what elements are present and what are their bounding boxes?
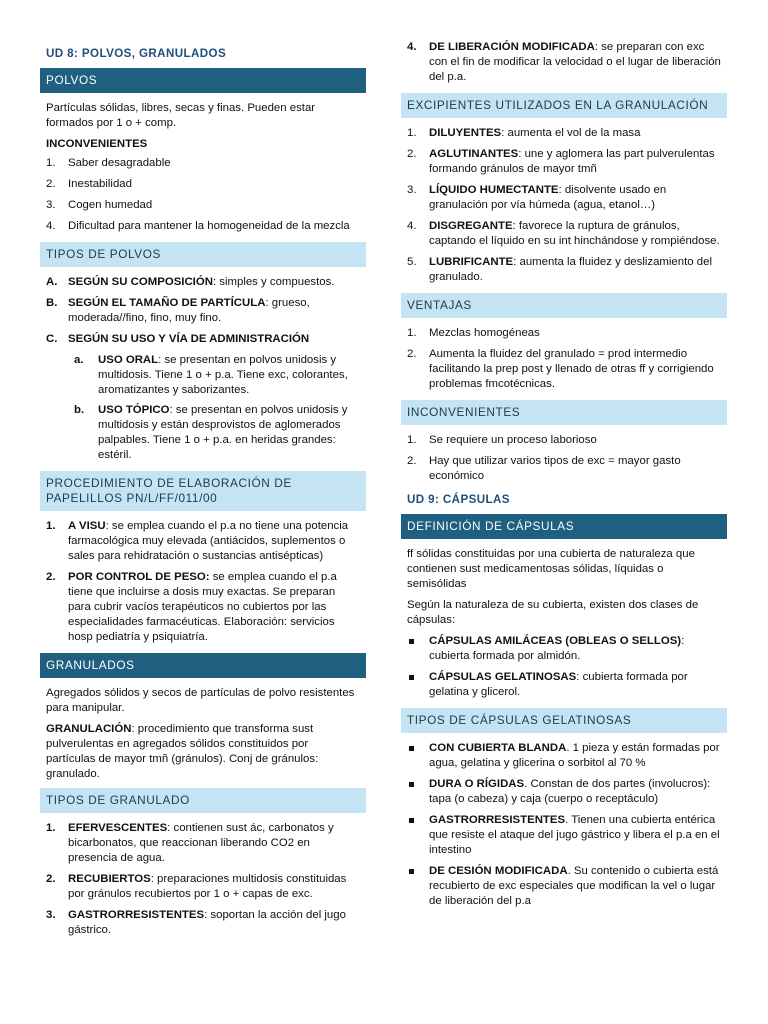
ud9-title: UD 9: CÁPSULAS bbox=[407, 493, 510, 506]
list-item: 2. AGLUTINANTES: une y aglomera las part pulverulentas formando gránulos de mayor tmñ bbox=[407, 148, 715, 175]
list-item: CÁPSULAS GELATINOSAS: cubierta formada por gelatina y glicerol. bbox=[407, 670, 721, 700]
tipos-granulado-continued bbox=[401, 40, 727, 85]
inconvenientes-list bbox=[401, 433, 727, 484]
tipos-polvos-header: TIPOS DE POLVOS bbox=[40, 242, 366, 267]
tipos-polvos-list bbox=[40, 275, 366, 463]
list-item: 3. LÍQUIDO HUMECTANTE: disolvente usado en granulación por vía húmeda (agua, etanol…) bbox=[407, 184, 667, 211]
tipos-capsulas-list bbox=[401, 741, 727, 909]
inconvenientes-header: INCONVENIENTES bbox=[401, 400, 727, 425]
list-item: 1. A VISU: se emplea cuando el p.a no tiene una potencia farmacológica muy elevada (antiácidos, suplementos o sales para rehidratación o sustancias antisépticas) bbox=[46, 520, 349, 562]
polvos-header: POLVOS bbox=[40, 68, 366, 93]
list-item: CON CUBIERTA BLANDA. 1 pieza y están formadas por agua, gelatina y glicerina o sorbitol al 70 % bbox=[407, 741, 721, 771]
tipos-granulado-header: TIPOS DE GRANULADO bbox=[40, 788, 366, 813]
square-bullet-icon bbox=[407, 634, 429, 664]
list-item: 3. Cogen humedad bbox=[46, 199, 153, 211]
square-bullet-icon bbox=[407, 813, 429, 858]
sub-list-item: b. USO TÓPICO: se presentan en polvos unidosis y multidosis y están desprovistos de aglomerados palpables. Tiene 1 o + p.a. en heridas grandes: estéril. bbox=[74, 404, 348, 461]
square-bullet-icon bbox=[407, 864, 429, 909]
list-item: CÁPSULAS AMILÁCEAS (OBLEAS O SELLOS): cubierta formada por almidón. bbox=[407, 634, 721, 664]
list-item: 2. Hay que utilizar varios tipos de exc = mayor gasto económico bbox=[407, 455, 681, 482]
list-item: 2. POR CONTROL DE PESO: se emplea cuando el p.a tiene que incluirse a dosis muy exactas. Se preparan para cubrir vacíos terapéuticos no cubiertos por las especialidades farmacéuticas. Elaboración: servicios hosp pediatría y psiquiatría. bbox=[46, 571, 337, 643]
right-column bbox=[401, 40, 727, 917]
list-item: DE CESIÓN MODIFICADA. Su contenido o cubierta está recubierto de exc especiales que modifican la vel o lugar de liberación del p.a bbox=[407, 864, 721, 909]
ventajas-header: VENTAJAS bbox=[401, 293, 727, 318]
sub-list-item: a. USO ORAL: se presentan en polvos unidosis y multidosis. Tiene 1 o + p.a. Tiene exc, colorantes, aromatizantes y saborizantes. bbox=[74, 354, 348, 396]
procedimiento-list bbox=[40, 519, 366, 645]
granulados-intro: Agregados sólidos y secos de partículas de polvo resistentes para manipular. bbox=[46, 687, 355, 714]
granulacion-definition: GRANULACIÓN: procedimiento que transforma sust pulverulentas en agregados sólidos constituidos por partículas de mayor tmñ (gránulos). Conj de gránulos: granulado. bbox=[46, 723, 319, 780]
excipientes-header: EXCIPIENTES UTILIZADOS EN LA GRANULACIÓN bbox=[401, 93, 727, 118]
left-column bbox=[40, 46, 366, 946]
list-item: 5. LUBRIFICANTE: aumenta la fluidez y deslizamiento del granulado. bbox=[407, 256, 712, 283]
tipos-capsulas-header: TIPOS DE CÁPSULAS GELATINOSAS bbox=[401, 708, 727, 733]
polvos-inconvenientes-label: INCONVENIENTES bbox=[46, 138, 148, 150]
list-item: GASTRORRESISTENTES. Tienen una cubierta entérica que resiste el ataque del jugo gástrico y libera el p.a en el intestino bbox=[407, 813, 721, 858]
square-bullet-icon bbox=[407, 670, 429, 700]
list-item: B. SEGÚN EL TAMAÑO DE PARTÍCULA: grueso, moderada//fino, fino, muy fino. bbox=[46, 297, 310, 324]
list-item: A. SEGÚN SU COMPOSICIÓN: simples y compuestos. bbox=[46, 276, 335, 288]
ud8-title: UD 8: POLVOS, GRANULADOS bbox=[46, 47, 227, 60]
clases-list bbox=[401, 634, 727, 700]
square-bullet-icon bbox=[407, 741, 429, 771]
list-item: 2. RECUBIERTOS: preparaciones multidosis constituidas por gránulos recubiertos por 1 o + capas de exc. bbox=[46, 873, 347, 900]
list-item: 4. DE LIBERACIÓN MODIFICADA: se preparan con exc con el fin de modificar la velocidad o el lugar de liberación del p.a. bbox=[407, 41, 721, 83]
polvos-intro: Partículas sólidas, libres, secas y finas. Pueden estar formados por 1 o + comp. bbox=[46, 102, 316, 129]
definicion-header: DEFINICIÓN DE CÁPSULAS bbox=[401, 514, 727, 539]
square-bullet-icon bbox=[407, 777, 429, 807]
list-item: 1. DILUYENTES: aumenta el vol de la masa bbox=[407, 127, 641, 139]
list-item: 1. Se requiere un proceso laborioso bbox=[407, 434, 597, 446]
clases-text: Según la naturaleza de su cubierta, existen dos clases de cápsulas: bbox=[407, 599, 699, 626]
list-item: DURA O RÍGIDAS. Constan de dos partes (involucros): tapa (o cabeza) y caja (cuerpo o receptáculo) bbox=[407, 777, 721, 807]
excipientes-list bbox=[401, 126, 727, 285]
list-item: C. SEGÚN SU USO Y VÍA DE ADMINISTRACIÓN bbox=[46, 333, 310, 345]
polvos-inconvenientes-list bbox=[40, 156, 366, 234]
ventajas-list bbox=[401, 326, 727, 392]
procedimiento-header: PROCEDIMIENTO DE ELABORACIÓN DE PAPELILLOS PN/L/FF/011/00 bbox=[40, 471, 366, 511]
list-item: 4. DISGREGANTE: favorece la ruptura de gránulos, captando el líquido en su int hinchándose y rompiéndose. bbox=[407, 220, 720, 247]
list-item: 4. Dificultad para mantener la homogeneidad de la mezcla bbox=[46, 220, 350, 232]
definicion-text: ff sólidas constituidas por una cubierta de naturaleza que contienen sust medicamentosas sólidas, líquidas o semisólidas bbox=[407, 548, 695, 590]
list-item: 2. Aumenta la fluidez del granulado = prod intermedio facilitando la prep post y llenado de otras ff y corrigiendo problemas fmcotécnicas. bbox=[407, 348, 714, 390]
list-item: 3. GASTRORRESISTENTES: soportan la acción del jugo gástrico. bbox=[46, 909, 346, 936]
granulados-header: GRANULADOS bbox=[40, 653, 366, 678]
list-item: 1. Mezclas homogéneas bbox=[407, 327, 540, 339]
tipos-granulado-list bbox=[40, 821, 366, 938]
list-item: 1. Saber desagradable bbox=[46, 157, 171, 169]
list-item: 1. EFERVESCENTES: contienen sust ác, carbonatos y bicarbonatos, que reaccionan liberando CO2 en presencia de agua. bbox=[46, 822, 334, 864]
list-item: 2. Inestabilidad bbox=[46, 178, 132, 190]
